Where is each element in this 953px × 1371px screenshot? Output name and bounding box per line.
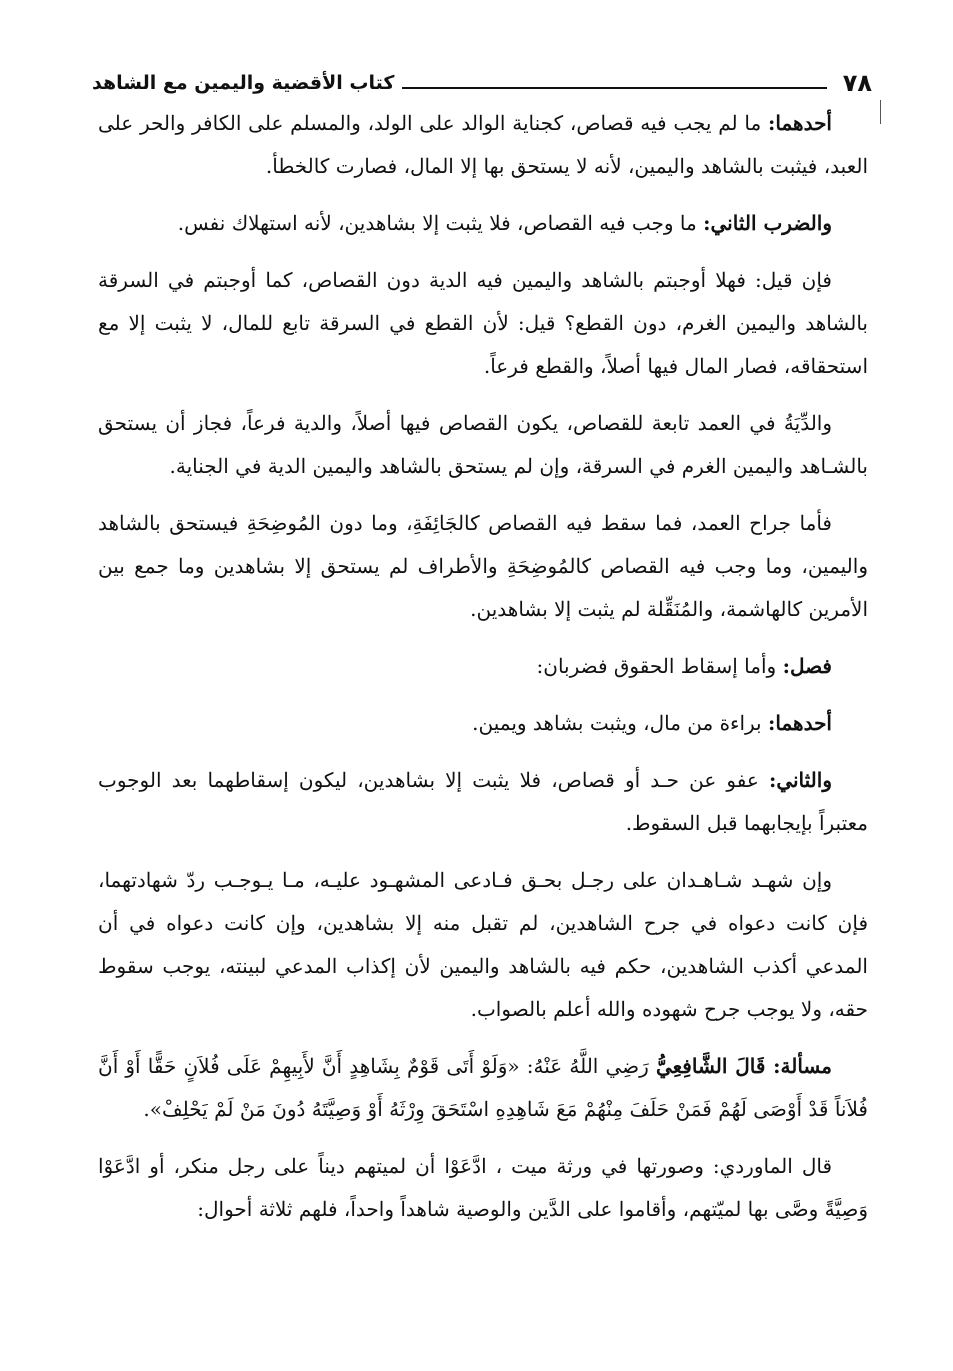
paragraph-text: عفو عن حـد أو قصاص، فلا يثبت إلا بشاهدين، ليكون إسقاطهما بعد الوجوب معتبراً بإيجابهما قبل السقوط. — [98, 768, 868, 835]
paragraph-text: براءة من مال، ويثبت بشاهد ويمين. — [472, 711, 768, 735]
running-header — [92, 58, 872, 98]
paragraph — [98, 259, 868, 388]
paragraph-lead: والثاني: — [768, 768, 832, 792]
paragraph — [98, 1145, 868, 1231]
paragraph — [98, 859, 868, 1031]
header-rule — [402, 87, 826, 89]
paragraph — [98, 102, 868, 188]
paragraph-lead: أحدهما: — [767, 711, 832, 735]
paragraph-text: والدِّيَةُ في العمد تابعة للقصاص، يكون القصاص فيها أصلاً، والدية فرعاً، فجاز أن يستحق بالشـاهد واليمين الغرم في السرقة، وإن لم يستحق بالشاهد واليمين الدية في الجناية. — [98, 411, 868, 478]
paragraph-text: فإن قيل: فهلا أوجبتم بالشاهد واليمين فيه الدية دون القصاص، كما أوجبتم في السرقة بالشاهد واليمين الغرم، دون القطع؟ قيل: لأن القطع في السرقة تابع للمال، لا يثبت إلا مع استحقاقه، فصار المال فيها أصلاً، والقطع فرعاً. — [98, 268, 868, 378]
paragraph-lead: مسألة: قَالَ الشَّافِعِيُّ — [655, 1054, 832, 1078]
paragraph-text: ما لم يجب فيه قصاص، كجناية الوالد على الولد، والمسلم على الكافر والحر على العبد، فيثبت بالشاهد واليمين، لأنه لا يستحق بها إلا المال، فصارت كالخطأ. — [98, 111, 868, 178]
paragraph-text: قال الماوردي: وصورتها في ورثة ميت ، ادَّعَوْا أن لميتهم ديناً على رجل منكر، أو ادَّعَوْا وَصِيَّةً وصَّى بها لميّتهم، وأقاموا على الدَّين والوصية شاهداً واحداً، فلهم ثلاثة أحوال: — [98, 1154, 868, 1221]
body-text — [98, 102, 868, 1245]
paragraph — [98, 645, 868, 688]
paragraph-text: فأما جراح العمد، فما سقط فيه القصاص كالجَائِفَةِ، وما دون المُوضِحَةِ فيستحق بالشاهد واليمين، وما وجب فيه القصاص كالمُوضِحَةِ والأطراف لم يستحق إلا بشاهدين وما جمع بين الأمرين كالهاشمة، والمُنَقِّلة لم يثبت إلا بشاهدين. — [98, 511, 868, 621]
paragraph — [98, 1045, 868, 1131]
book-title: كتاب الأقضية واليمين مع الشاهد — [92, 72, 395, 94]
paragraph — [98, 759, 868, 845]
paragraph-lead: والضرب الثاني: — [703, 211, 832, 235]
paragraph — [98, 402, 868, 488]
paragraph — [98, 702, 868, 745]
paragraph-lead: فصل: — [782, 654, 832, 678]
paragraph-lead: أحدهما: — [767, 111, 832, 135]
paragraph — [98, 502, 868, 631]
paragraph — [98, 202, 868, 245]
margin-mark — [880, 100, 881, 124]
paragraph-text: ما وجب فيه القصاص، فلا يثبت إلا بشاهدين، لأنه استهلاك نفس. — [177, 211, 704, 235]
paragraph-text: وإن شهـد شـاهـدان على رجـل بحـق فـادعى المشهـود عليـه، مـا يـوجـب ردّ شهادتهما، فإن كانت دعواه في جرح الشاهدين، لم تقبل منه إلا بشاهدين، وإن كانت دعواه في أن المدعي أكذب الشاهدين، حكم فيه بالشاهد واليمين لأن إكذاب المدعي لبينته، يوجب سقوط حقه، ولا يوجب جرح شهوده والله أعلم بالصواب. — [98, 868, 868, 1021]
page-number: ٧٨ — [842, 69, 872, 97]
paragraph-text: رَضِي اللَّهُ عَنْهُ: «وَلَوْ أَتَى قَوْمٌ بِشَاهِدٍ أَنَّ لأَبِيهِمْ عَلَى فُلاَنٍ حَقًّا أَوْ أَنَّ فُلاَناً قَدْ أَوْصَى لَهُمْ فَمَنْ حَلَفَ مِنْهُمْ مَعَ شَاهِدِهِ اسْتَحَقَ وِرْثَهُ أَوْ وَصِيَّتَهُ دُونَ مَنْ لَمْ يَحْلِفْ». — [98, 1054, 868, 1121]
paragraph-text: وأما إسقاط الحقوق فضربان: — [536, 654, 783, 678]
